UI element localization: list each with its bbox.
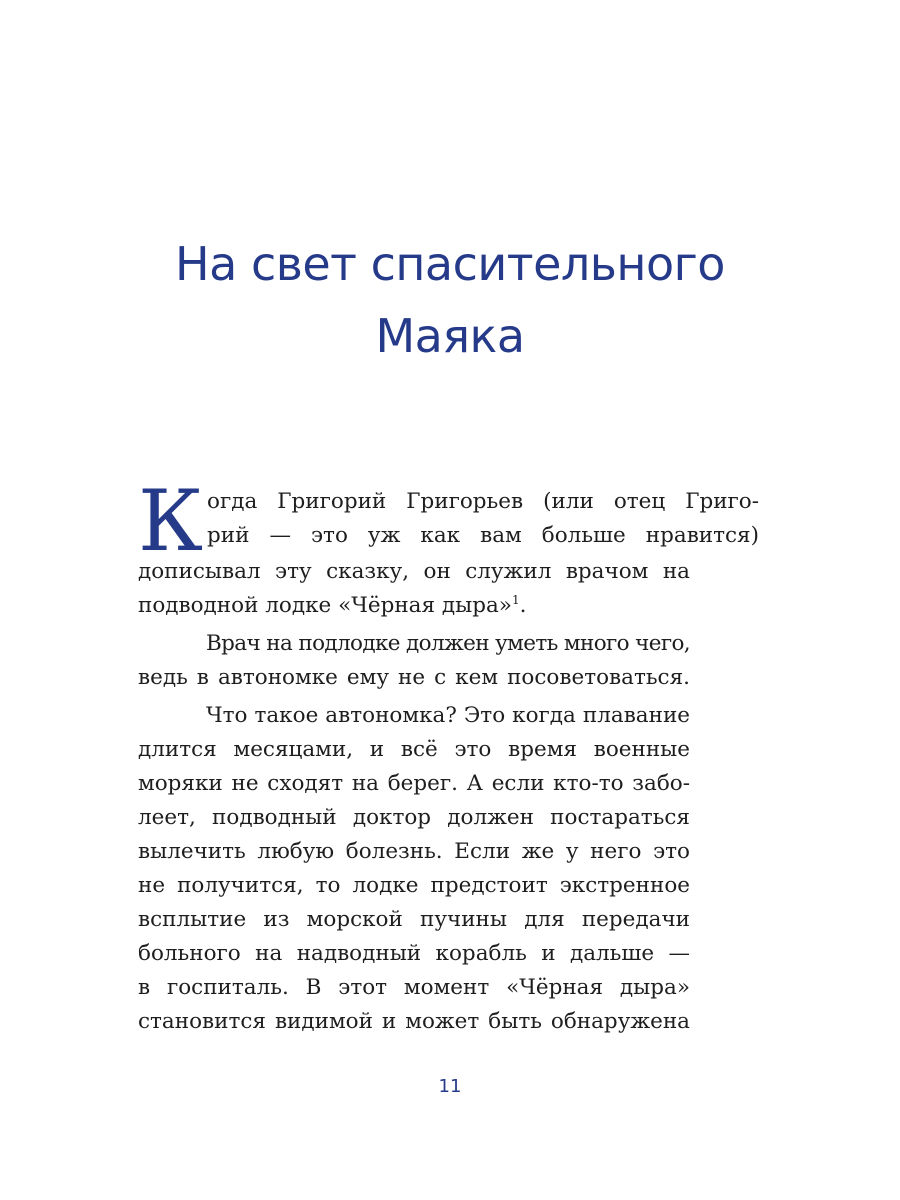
paragraph-3 — [138, 699, 690, 1039]
body-text — [138, 472, 760, 1039]
paragraph-3-line-6: не получится, то лодке предстоит экстренное — [138, 873, 690, 898]
paragraph-3-line-7: всплытие из морской пучины для передачи — [138, 907, 690, 932]
paragraph-1 — [138, 472, 760, 623]
paragraph-1-line-3: дописывал эту сказку, он служил врачом на — [138, 559, 690, 584]
paragraph-3-line-3: моряки не сходят на берег. А если кто-то забо- — [138, 771, 690, 796]
paragraph-1-line-1: огда Григорий Григорьев (или отец Григо- — [207, 489, 760, 514]
paragraph-3-line-4: леет, подводный доктор должен постараться — [138, 805, 690, 830]
paragraph-2 — [138, 627, 690, 695]
paragraph-1-line-4-end: . — [519, 593, 527, 618]
paragraph-2-line-2: ведь в автономке ему не с кем посоветоваться. — [138, 665, 690, 690]
chapter-title-line-2: Маяка — [375, 309, 525, 363]
drop-cap: К — [138, 472, 204, 570]
chapter-title — [120, 228, 780, 372]
chapter-title-line-1: На свет спасительного — [175, 237, 725, 291]
paragraph-1-line-2: рий — это уж как вам больше нравится) — [207, 523, 760, 548]
paragraph-1-line-4 — [138, 589, 690, 623]
paragraph-3-line-1: Что такое автономка? Это когда плавание — [206, 703, 690, 728]
paragraph-1-line-4-text: подводной лодке «Чёрная дыра» — [138, 593, 512, 618]
paragraph-2-line-1: Врач на подлодке должен уметь много чего, — [206, 631, 690, 656]
page-number: 11 — [438, 1076, 462, 1097]
paragraph-3-line-5: вылечить любую болезнь. Если же у него это — [138, 839, 690, 864]
footnote-reference[interactable]: 1 — [511, 592, 520, 607]
paragraph-3-line-9: в госпиталь. В этот момент «Чёрная дыра» — [138, 975, 690, 1000]
paragraph-3-line-10: становится видимой и может быть обнаружена — [138, 1009, 690, 1034]
paragraph-3-line-8: больного на надводный корабль и дальше — — [138, 941, 690, 966]
paragraph-3-line-2: длится месяцами, и всё это время военные — [138, 737, 690, 762]
